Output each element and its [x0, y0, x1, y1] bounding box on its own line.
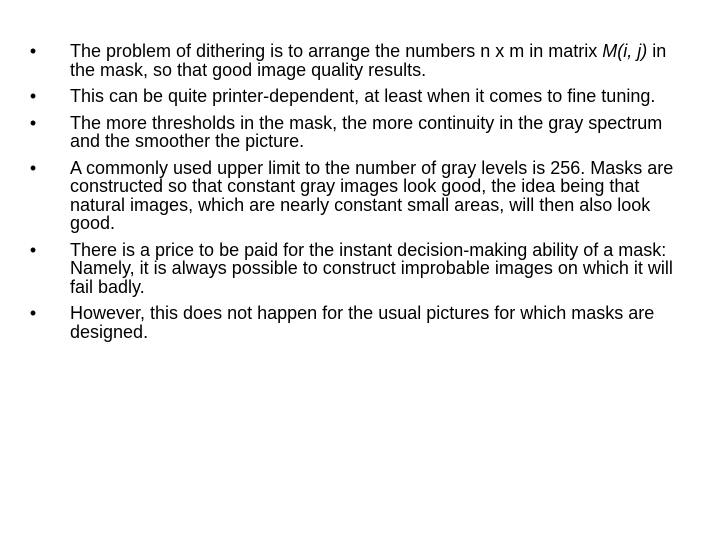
bullet-item [26, 241, 691, 297]
bullet-text: This can be quite printer-dependent, at least when it comes to fine tuning. [70, 86, 656, 106]
bullet-text: The more thresholds in the mask, the more continuity in the gray spectrum and the smoother the picture. [70, 112, 663, 151]
bullet-text: A commonly used upper limit to the number of gray levels is 256. Masks are constructed so that constant gray images look good, the idea being that natural images, which are nearly constant small areas, will then also look good. [70, 157, 674, 233]
bullet-list [26, 42, 691, 349]
matrix-notation: M(i, j) [602, 41, 648, 61]
bullet-icon: • [29, 86, 37, 106]
bullet-text-continued: in the mask, so that good image quality results. [70, 41, 667, 80]
bullet-icon: • [29, 303, 37, 323]
bullet-icon: • [29, 41, 37, 61]
bullet-item [26, 304, 691, 341]
bullet-text: The problem of dithering is to arrange the numbers n x m in matrix [70, 41, 603, 61]
bullet-text: There is a price to be paid for the instant decision-making ability of a mask: Namely, it is always possible to construct improbable images on which it will fail badly. [70, 239, 673, 297]
bullet-icon: • [29, 157, 37, 178]
bullet-item [26, 42, 691, 79]
bullet-icon: • [29, 239, 37, 260]
bullet-text: However, this does not happen for the usual pictures for which masks are designed. [70, 303, 655, 342]
bullet-item [26, 159, 691, 233]
bullet-item [26, 87, 691, 106]
bullet-icon: • [29, 112, 37, 133]
bullet-item [26, 114, 691, 151]
